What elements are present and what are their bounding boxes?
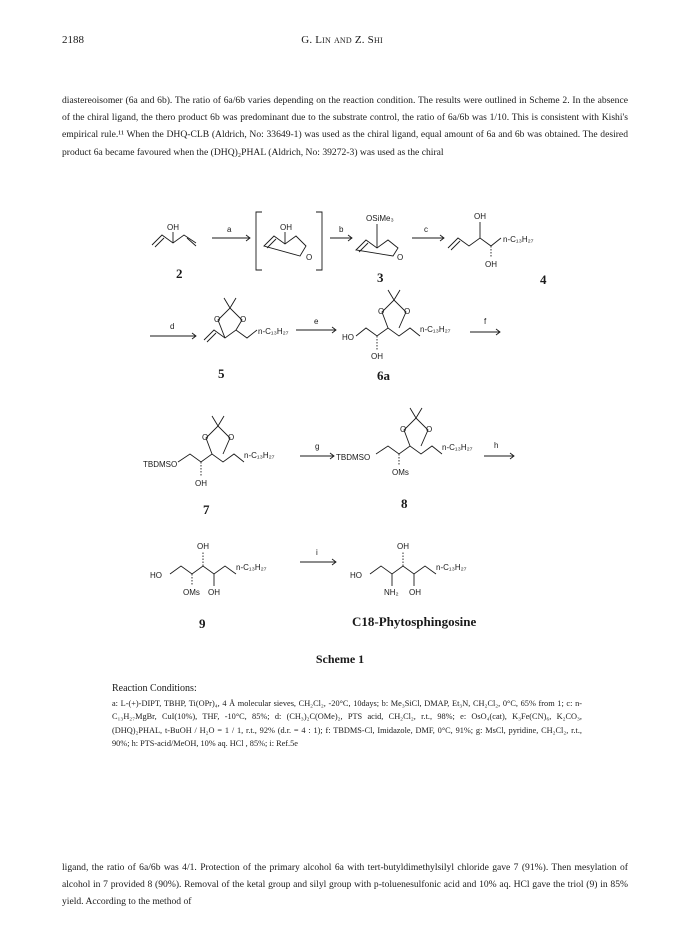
conditions-heading: Reaction Conditions: xyxy=(112,683,197,694)
step-letter-h: h xyxy=(494,441,499,450)
oh-label: OH xyxy=(167,223,179,232)
compound-label-9: 9 xyxy=(199,616,206,631)
ketal-o-label: O xyxy=(202,433,209,442)
alkyl-label: n-C₁₃H₂₇ xyxy=(244,451,275,460)
oh-label: OH xyxy=(371,352,383,361)
step-letter-g: g xyxy=(315,442,320,451)
ketal-o-label: O xyxy=(400,425,407,434)
oh-label: OH xyxy=(197,542,209,551)
alkyl-label: n-C₁₃H₂₇ xyxy=(436,563,467,572)
structure-phytosphingosine xyxy=(350,542,467,597)
tbdmso-label: TBDMSO xyxy=(143,460,178,469)
oh-label: OH xyxy=(195,479,207,488)
step-letter-f: f xyxy=(484,317,487,326)
ketal-o-label: O xyxy=(426,425,433,434)
reaction-scheme xyxy=(0,190,680,650)
paragraph-text: diastereoisomer (6a and 6b). The ratio of 6a/6b varies depending on the reaction condition. The results were outlined in Scheme 2. In the absence of the chiral ligand, the thero product 6b was predominant due to the substrate control, the ratio of 6a/6b was 1/10. This is consistent with Kishi's empirical rule.¹¹ When the DHQ-CLB (Aldrich, No: 33649-1) was used as the chiral ligand, equal amount of 6a and 6b was obtained. The desired product 6a became favoured when the (DHQ)₂PHAL (Aldrich, No: 39272-3) was used as the chiral xyxy=(62,95,628,158)
alkyl-label: n-C₁₃H₂₇ xyxy=(442,443,473,452)
running-head-authors: G. Lin and Z. Shi xyxy=(301,34,383,46)
epoxide-o-label: O xyxy=(306,253,313,262)
compound-label-2: 2 xyxy=(176,266,183,281)
structure-5 xyxy=(204,298,289,342)
ketal-o-label: O xyxy=(228,433,235,442)
ketal-o-label: O xyxy=(378,307,385,316)
compound-label-phytosphingosine: C18-Phytosphingosine xyxy=(352,614,477,629)
step-letter-i: i xyxy=(316,548,318,557)
compound-label-5: 5 xyxy=(218,366,225,381)
alkyl-label: n-C₁₃H₂₇ xyxy=(420,325,451,334)
alkyl-label: n-C₁₃H₂₇ xyxy=(503,235,534,244)
step-letter-a: a xyxy=(227,225,232,234)
scheme-title: Scheme 1 xyxy=(315,652,365,666)
ketal-o-label: O xyxy=(214,315,221,324)
structure-8 xyxy=(336,408,473,477)
page-header xyxy=(62,34,622,48)
step-letter-d: d xyxy=(170,322,175,331)
osime3-label: OSiMe₃ xyxy=(366,214,394,223)
step-letter-c: c xyxy=(424,225,428,234)
ho-label: HO xyxy=(342,333,354,342)
reaction-conditions xyxy=(112,682,582,751)
step-letter-b: b xyxy=(339,225,344,234)
nh2-label: NH₂ xyxy=(384,588,399,597)
alkyl-label: n-C₁₃H₂₇ xyxy=(236,563,267,572)
tbdmso-label: TBDMSO xyxy=(336,453,371,462)
oms-label: OMs xyxy=(183,588,200,597)
body-paragraph-top xyxy=(62,92,628,161)
ketal-o-label: O xyxy=(240,315,247,324)
compound-label-4: 4 xyxy=(540,272,547,287)
oh-label: OH xyxy=(409,588,421,597)
structure-9 xyxy=(150,542,267,597)
ho-label: HO xyxy=(150,571,162,580)
epoxide-o-label: O xyxy=(397,253,404,262)
structure-3 xyxy=(356,214,403,262)
compound-label-3: 3 xyxy=(377,270,384,285)
scheme-drawing xyxy=(0,190,680,650)
structure-intermediate xyxy=(256,212,322,270)
oms-label: OMs xyxy=(392,468,409,477)
paragraph-text: ligand, the ratio of 6a/6b was 4/1. Protection of the primary alcohol 6a with tert-butyldimethylsilyl chloride gave 7 (91%). Then mesylation of alcohol in 7 provided 8 (90%). Removal of the ketal group and silyl group with p-toluenesulfonic acid and 10% aq. HCl gave the triol (9) in 85% yield. According to the method of xyxy=(62,862,628,908)
structure-4 xyxy=(448,212,534,269)
oh-label: OH xyxy=(485,260,497,269)
oh-label: OH xyxy=(208,588,220,597)
structure-7 xyxy=(143,416,275,488)
conditions-text: a: L-(+)-DIPT, TBHP, Ti(OPr)₄, 4 Å molecular sieves, CH₂Cl₂, -20°C, 10days; b: Me₃SiCl, DMAP, Et₃N, CH₂Cl₂, 0°C, 65% from 1; c: n-C₁₃H₂₇MgBr, CuI(10%), THF, -10°C, 85%; d: (CH₃)₂C(OMe)₂, PTS acid, CH₂Cl₂, r.t., 98%; e: OsO₄(cat), K₃Fe(CN)₆, K₂CO₃, (DHQ)₂PHAL, t-BuOH / H₂O = 1 / 1, r.t., 92% (d.r. = 4 : 1); f: TBDMS-Cl, Imidazole, DMF, 0°C, 91%; g: MsCl, pyridine, CH₂Cl₂, r.t., 90%; h: PTS-acid/MeOH, 10% aq. HCl , 85%; i: Ref.5e xyxy=(112,698,582,749)
step-letter-e: e xyxy=(314,317,319,326)
compound-label-7: 7 xyxy=(203,502,210,517)
oh-label: OH xyxy=(397,542,409,551)
compound-label-8: 8 xyxy=(401,496,408,511)
structure-6a xyxy=(342,290,451,361)
oh-label: OH xyxy=(474,212,486,221)
ho-label: HO xyxy=(350,571,362,580)
compound-label-6a: 6a xyxy=(377,368,390,383)
ketal-o-label: O xyxy=(404,307,411,316)
structure-2 xyxy=(152,223,196,247)
alkyl-label: n-C₁₃H₂₇ xyxy=(258,327,289,336)
oh-label: OH xyxy=(280,223,292,232)
page-number: 2188 xyxy=(62,34,84,46)
body-paragraph-bottom xyxy=(62,859,628,911)
